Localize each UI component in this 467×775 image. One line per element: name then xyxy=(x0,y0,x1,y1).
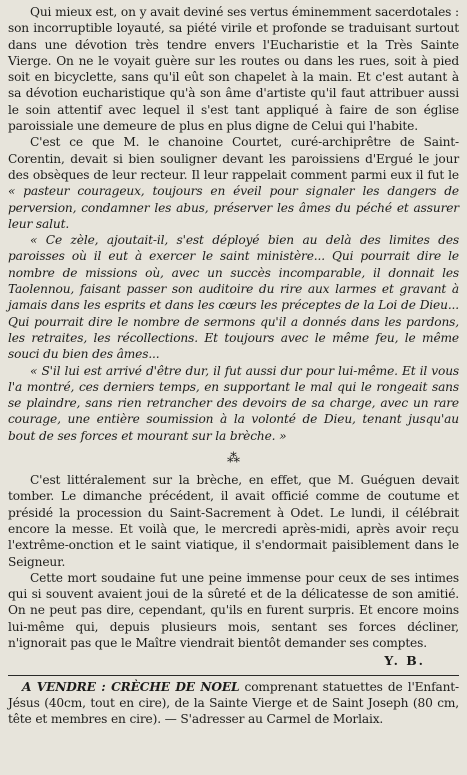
advert-body: comprenant statuettes de l'Enfant-Jésus (40cm, tout en cire), de la Sainte Vierge et de Saint Joseph (80 cm, tête et membres en cire). — S'adresser au Carmel de Morlaix. xyxy=(8,680,459,726)
paragraph-zeal-rest: faisant passer son auditoire du rire aux larmes et gravant à jamais dans les esprits et dans les cœurs les préceptes de la Loi de Dieu... Qui pourrait dire le nombre de sermons qu'il a donnés dans les pardons, les retraites, les récollections. Et toujours avec le même feu, le même souci du bien des âmes... xyxy=(8,282,459,362)
paragraph-zeal xyxy=(8,232,459,362)
paragraph-sudden-death xyxy=(8,570,459,651)
paragraph-virtues-text: Qui mieux est, on y avait deviné ses vertus éminemment sacerdotales : son incorruptible loyauté, sa piété virile et profonde se traduisant surtout dans une dévotion très tendre envers l'Eucharistie et la Très Sainte Vierge. On ne le voyait guère sur les routes ou dans les rues, soit à pied soit en bicyclette, sans qu'il eût son chapelet à la main. Et c'est autant à sa dévotion eucharistique qu'à son âme d'artiste qu'il faut attribuer aussi le soin attentif avec lequel il s'est tant appliqué à faire de son église paroissiale une demeure de plus en plus digne de Celui qui l'habite. xyxy=(8,5,459,134)
author-signature: Y. B. xyxy=(384,653,425,669)
paragraph-canon-courtet xyxy=(8,134,459,232)
paragraph-breach xyxy=(8,472,459,570)
advert-lead: A VENDRE : CRÈCHE DE NOEL xyxy=(22,680,240,695)
paragraph-virtues xyxy=(8,4,459,134)
paragraph-breach-text: C'est littéralement sur la brèche, en effet, que M. Guéguen devait tomber. Le dimanche précédent, il avait officié comme de coutume et présidé la procession du Saint-Sacrement à Odet. Le lundi, il célébrait encore la messe. Et voilà que, le mercredi après-midi, après avoir reçu l'extrême-onction et le saint viatique, il s'endormait paisiblement dans le Seigneur. xyxy=(8,473,459,569)
classified-advert xyxy=(8,680,459,727)
section-separator: ⁂ xyxy=(227,451,240,467)
paragraph-hardness xyxy=(8,363,459,444)
paragraph-sudden-death-text: Cette mort soudaine fut une peine immense pour ceux de ses intimes qui si souvent avaient joui de la sûreté et de la délicatesse de son amitié. On ne peut pas dire, cependant, qu'ils en furent surpris. Et encore moins lui-même qui, depuis plusieurs mois, sentant ses forces décliner, n'ignorait pas que le Maître viendrait bientôt demander ses comptes. xyxy=(8,570,459,650)
paragraph-zeal-open: « Ce zèle, ajoutait-il, xyxy=(30,233,177,248)
paragraph-canon-courtet-quote: « pasteur courageux, toujours en éveil pour signaler les dangers de perversion, condamner les abus, préserver les âmes du péché et assurer leur salut. xyxy=(8,184,459,231)
paragraph-hardness-text: « S'il lui est arrivé d'être dur, il fut aussi dur pour lui-même. Et il vous l'a montré, ces derniers temps, en supportant le mal qui le rongeait sans se plaindre, sans rien retrancher des devoirs de sa charge, avec un rare courage, une entière soumission à la volonté de Dieu, tenant jusqu'au bout de ses forces et mourant sur la brèche. » xyxy=(8,363,459,443)
divider-rule xyxy=(8,675,459,676)
paragraph-zeal-body: s'est déployé bien au delà des limites des paroisses où il eut à exercer le saint ministère... Qui pourrait dire le nombre de missions où, avec un succès incomparable, il donnait les Taolennou, xyxy=(8,233,459,297)
paragraph-canon-courtet-intro: C'est ce que M. le chanoine Courtet, curé-archiprêtre de Saint-Corentin, devait si bien souligner devant les paroissiens d'Ergué le jour des obsèques de leur recteur. Il leur rappelait comment parmi eux il fut le xyxy=(8,135,459,182)
